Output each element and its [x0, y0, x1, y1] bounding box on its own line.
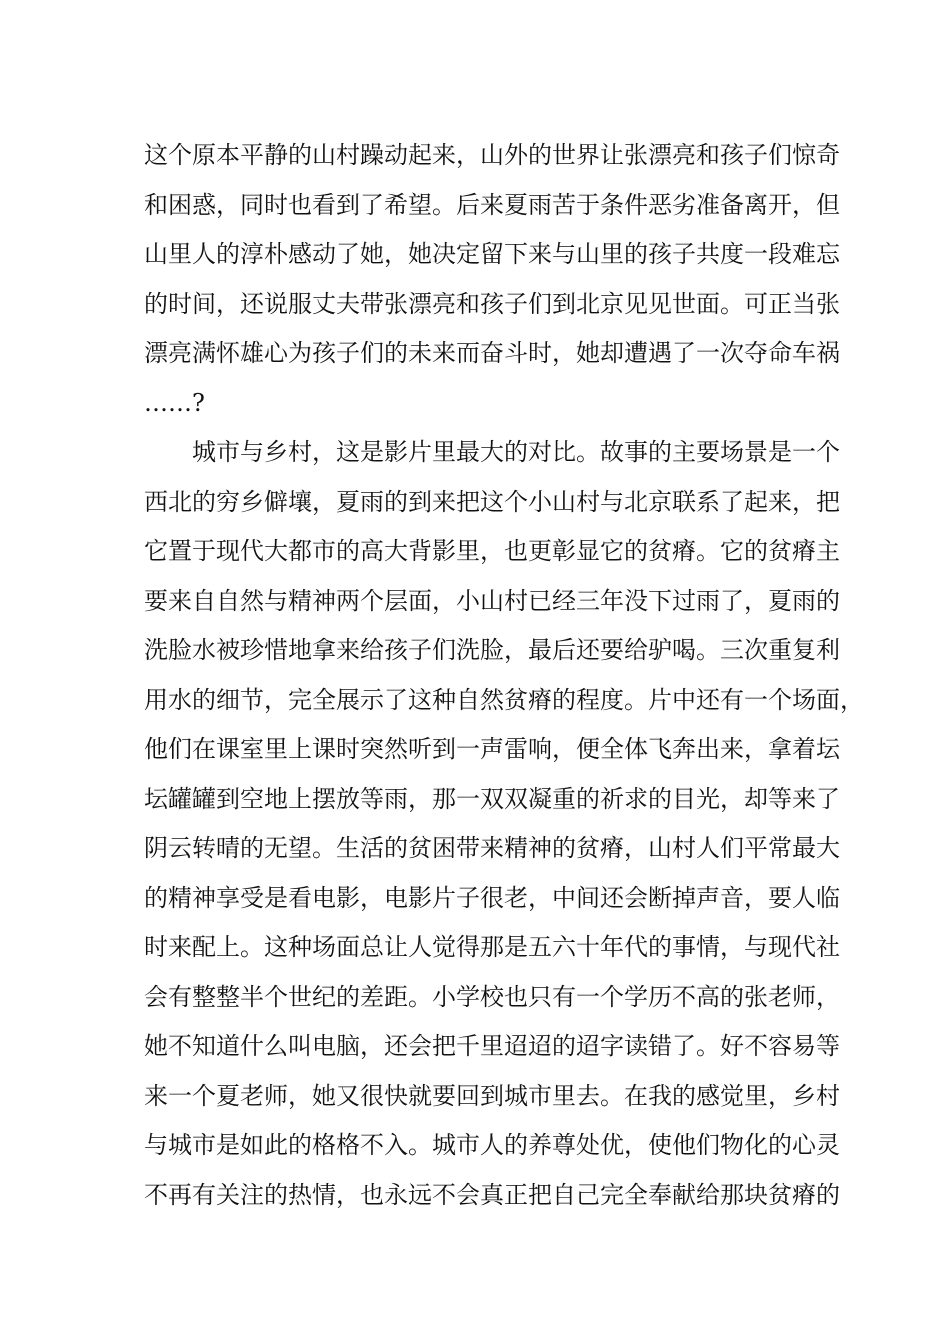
text-line: 她不知道什么叫电脑，还会把千里迢迢的迢字读错了。好不容易等	[144, 1032, 840, 1060]
text-line: 要来自自然与精神两个层面，小山村已经三年没下过雨了，夏雨的	[144, 586, 840, 615]
text-line: 坛罐罐到空地上摆放等雨，那一双双凝重的祈求的目光，却等来了	[144, 784, 840, 813]
text-line: 会有整整半个世纪的差距。小学校也只有一个学历不高的张老师，	[144, 982, 840, 1011]
text-line: 山里人的淳朴感动了她，她决定留下来与山里的孩子共度一段难忘	[144, 240, 840, 268]
text-line: 和困惑，同时也看到了希望。后来夏雨苦于条件恶劣准备离开，但	[144, 190, 840, 219]
text-line: 时来配上。这种场面总让人觉得那是五六十年代的事情，与现代社	[144, 933, 840, 961]
text-line: 西北的穷乡僻壤，夏雨的到来把这个小山村与北京联系了起来，把	[144, 487, 840, 516]
text-line: 漂亮满怀雄心为孩子们的未来而奋斗时，她却遭遇了一次夺命车祸	[144, 339, 840, 367]
paragraph-first-line: 城市与乡村，这是影片里最大的对比。故事的主要场景是一个	[192, 438, 840, 466]
text-line: 阴云转晴的无望。生活的贫困带来精神的贫瘠，山村人们平常最大	[144, 834, 840, 862]
text-line: 的精神享受是看电影，电影片子很老，中间还会断掉声音，要人临	[144, 883, 840, 912]
text-line: 不再有关注的热情，也永远不会真正把自己完全奉献给那块贫瘠的	[144, 1180, 840, 1209]
body-text	[144, 131, 864, 1220]
text-line: 洗脸水被珍惜地拿来给孩子们洗脸，最后还要给驴喝。三次重复利	[144, 636, 840, 664]
text-line: 用水的细节，完全展示了这种自然贫瘠的程度。片中还有一个场面，	[144, 685, 864, 714]
text-line: 他们在课室里上课时突然听到一声雷响，便全体飞奔出来，拿着坛	[144, 735, 840, 763]
text-line: 这个原本平静的山村躁动起来，山外的世界让张漂亮和孩子们惊奇	[144, 141, 840, 169]
text-line: 它置于现代大都市的高大背影里，也更彰显它的贫瘠。它的贫瘠主	[144, 537, 840, 565]
text-line: ……?	[144, 388, 205, 417]
text-line: 的时间，还说服丈夫带张漂亮和孩子们到北京见见世面。可正当张	[144, 289, 840, 318]
text-line: 来一个夏老师，她又很快就要回到城市里去。在我的感觉里，乡村	[144, 1081, 840, 1110]
text-line: 与城市是如此的格格不入。城市人的养尊处优，使他们物化的心灵	[144, 1131, 840, 1159]
